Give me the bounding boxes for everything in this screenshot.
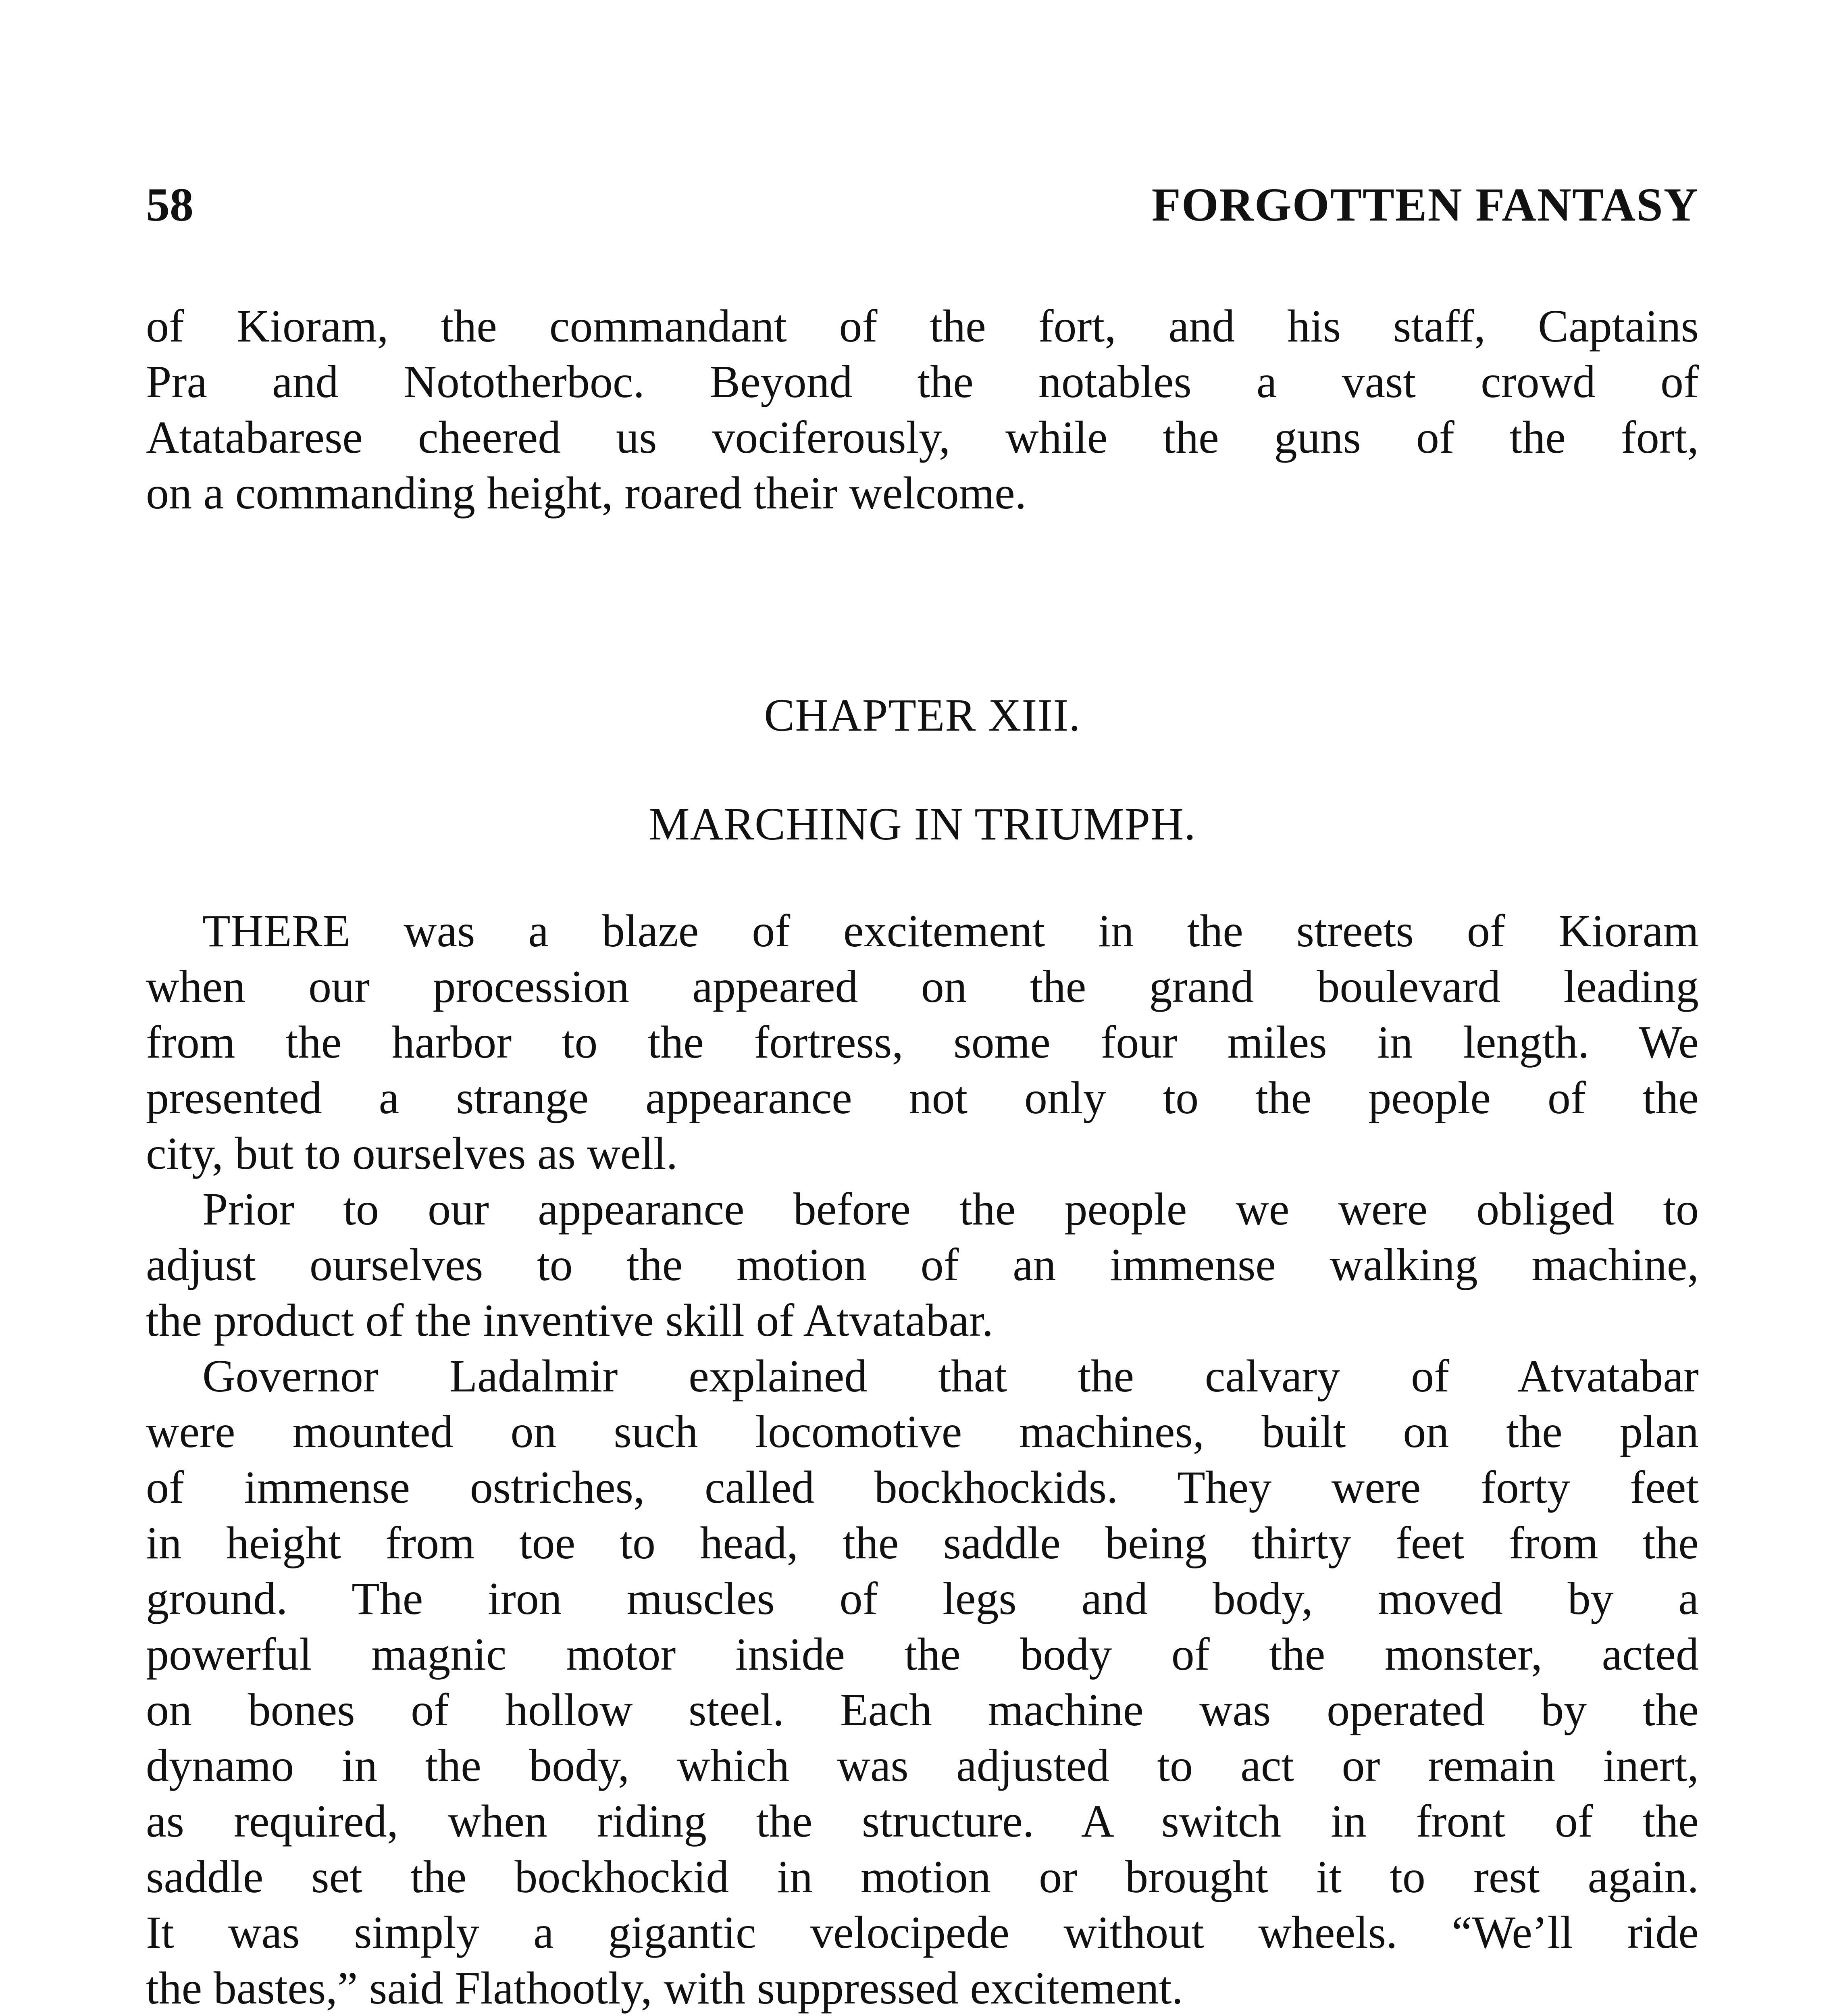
paragraph — [146, 1348, 1699, 2016]
running-head: FORGOTTEN FANTASY — [1151, 178, 1699, 231]
text-line: THERE was a blaze of excitement in the streets of Kioram — [202, 905, 1699, 956]
text-line: of immense ostriches, called bockhockids. They were forty feet — [146, 1462, 1699, 1513]
text-line: ground. The iron muscles of legs and body, moved by a — [146, 1573, 1699, 1624]
text-line: from the harbor to the fortress, some four miles in length. We — [146, 1016, 1699, 1068]
page-number: 58 — [146, 178, 194, 231]
text-line: the bastes,” said Flathootly, with suppressed excitement. — [146, 1962, 1183, 2014]
text-line: as required, when riding the structure. A switch in front of the — [146, 1795, 1699, 1847]
text-line: the product of the inventive skill of Atvatabar. — [146, 1295, 994, 1346]
text-line: on bones of hollow steel. Each machine was operated by the — [146, 1684, 1699, 1735]
text-line: Governor Ladalmir explained that the calvary of Atvatabar — [202, 1350, 1699, 1402]
text-line: dynamo in the body, which was adjusted to act or remain inert, — [146, 1740, 1699, 1791]
paragraph — [146, 1181, 1699, 1348]
opening-paragraph — [146, 298, 1699, 521]
text-line: adjust ourselves to the motion of an immense walking machine, — [146, 1239, 1699, 1290]
text-line: presented a strange appearance not only to the people of the — [146, 1072, 1699, 1123]
text-line: Prior to our appearance before the people we were obliged to — [202, 1183, 1699, 1235]
text-line: of Kioram, the commandant of the fort, and his staff, Captains — [146, 300, 1699, 352]
text-line: were mounted on such locomotive machines, built on the plan — [146, 1406, 1699, 1457]
text-line: city, but to ourselves as well. — [146, 1128, 678, 1179]
chapter-body — [146, 903, 1699, 2016]
text-line: saddle set the bockhockid in motion or brought it to rest again. — [146, 1851, 1699, 1902]
text-line: powerful magnic motor inside the body of the monster, acted — [146, 1629, 1699, 1680]
text-line: in height from toe to head, the saddle being thirty feet from the — [146, 1517, 1699, 1568]
text-line: Atatabarese cheered us vociferously, while the guns of the fort, — [146, 412, 1699, 463]
text-line: on a commanding height, roared their welcome. — [146, 467, 1027, 519]
text-line: when our procession appeared on the grand boulevard leading — [146, 961, 1699, 1012]
text-line: It was simply a gigantic velocipede without wheels. “We’ll ride — [146, 1907, 1699, 1958]
chapter-title: MARCHING IN TRIUMPH. — [649, 798, 1196, 850]
page-header — [146, 177, 1699, 242]
chapter-number: CHAPTER XIII. — [764, 689, 1081, 741]
paragraph — [146, 903, 1699, 1181]
text-line: Pra and Nototherboc. Beyond the notables a vast crowd of — [146, 356, 1699, 407]
